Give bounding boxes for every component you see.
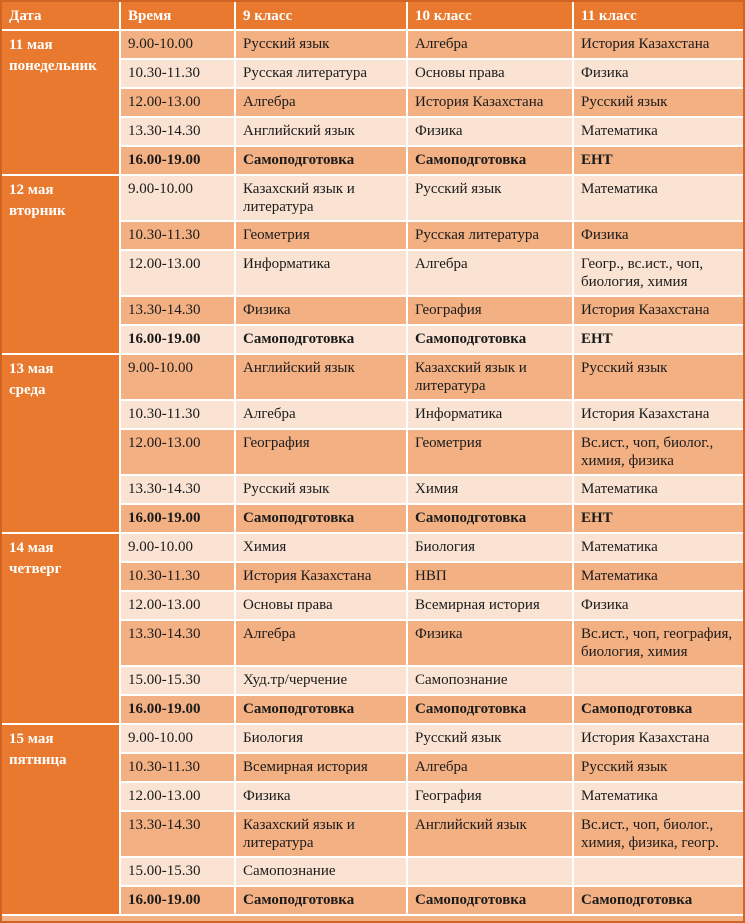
subject-cell-g10: Геометрия <box>407 429 573 475</box>
timetable-body <box>2 30 743 921</box>
subject-cell-g11: Математика <box>573 117 743 146</box>
time-cell: 15.00-15.30 <box>120 666 235 695</box>
subject-cell-g11: ЕНТ <box>573 146 743 175</box>
subject-cell-g11: Вс.ист., чоп, биолог., химия, физика <box>573 429 743 475</box>
subject-cell-g10: Алгебра <box>407 753 573 782</box>
timetable-header <box>2 2 743 30</box>
subject-cell-g9: Физика <box>235 782 407 811</box>
subject-cell-g9: Всемирная история <box>235 753 407 782</box>
subject-cell-g10: Самопознание <box>407 666 573 695</box>
subject-cell-g9: Геометрия <box>235 221 407 250</box>
subject-cell-g11: Математика <box>573 533 743 562</box>
subject-cell-g9: География <box>235 429 407 475</box>
subject-cell-g9: Алгебра <box>235 400 407 429</box>
subject-cell-g11: Самоподготовка <box>573 695 743 724</box>
subject-cell-g11: Математика <box>573 475 743 504</box>
subject-cell-g11: Вс.ист., чоп, география, биология, химия <box>573 620 743 666</box>
subject-cell-g11: Геогр., вс.ист., чоп, биология, химия <box>573 250 743 296</box>
timetable-row <box>2 724 743 753</box>
subject-cell-g10: Русская литература <box>407 221 573 250</box>
subject-cell-g10: География <box>407 782 573 811</box>
subject-cell-g11: Физика <box>573 221 743 250</box>
timetable-row <box>2 30 743 59</box>
date-label: 11 мая <box>9 37 53 53</box>
subject-cell-g9: Английский язык <box>235 354 407 400</box>
date-cell <box>2 175 120 354</box>
time-cell: 9.00-10.00 <box>120 533 235 562</box>
time-cell: 16.00-19.00 <box>120 886 235 915</box>
subject-cell-g9: История Казахстана <box>235 562 407 591</box>
subject-cell-g10: Физика <box>407 117 573 146</box>
subject-cell-g9: Русский язык <box>235 30 407 59</box>
date-cell <box>2 724 120 915</box>
subject-cell-g11 <box>573 666 743 695</box>
subject-cell-g9: Самоподготовка <box>235 325 407 354</box>
subject-cell-g10: Физика <box>407 620 573 666</box>
time-cell: 9.00-10.00 <box>120 175 235 221</box>
subject-cell-g9: Основы права <box>235 591 407 620</box>
subject-cell-g10: Самоподготовка <box>407 504 573 533</box>
time-cell: 13.30-14.30 <box>120 620 235 666</box>
time-cell: 16.00-19.00 <box>120 504 235 533</box>
subject-cell-g9: Химия <box>235 533 407 562</box>
subject-cell-g10: Самоподготовка <box>407 325 573 354</box>
subject-cell-g9: Русская литература <box>235 59 407 88</box>
subject-cell-g9: Биология <box>235 724 407 753</box>
subject-cell-g11: ЕНТ <box>573 504 743 533</box>
subject-cell-g9: Алгебра <box>235 88 407 117</box>
time-cell: 16.00-19.00 <box>120 146 235 175</box>
time-cell: 12.00-13.00 <box>120 429 235 475</box>
time-cell: 13.30-14.30 <box>120 117 235 146</box>
time-cell: 15.00-15.30 <box>120 857 235 886</box>
date-label: 15 мая <box>9 731 54 747</box>
weekday-label: вторник <box>9 203 66 219</box>
subject-cell-g11: Физика <box>573 59 743 88</box>
date-cell <box>2 354 120 533</box>
subject-cell-g9: Казахский язык и литература <box>235 811 407 857</box>
subject-cell-g11: Математика <box>573 175 743 221</box>
subject-cell-g11: Математика <box>573 782 743 811</box>
subject-cell-g9: Физика <box>235 296 407 325</box>
subject-cell-g9: Худ.тр/черчение <box>235 666 407 695</box>
subject-cell-g9: Самоподготовка <box>235 146 407 175</box>
subject-cell-g11: ЕНТ <box>573 325 743 354</box>
time-cell: 10.30-11.30 <box>120 221 235 250</box>
subject-cell-g9: Русский язык <box>235 475 407 504</box>
time-cell: 10.30-11.30 <box>120 59 235 88</box>
subject-cell-g9: Самоподготовка <box>235 504 407 533</box>
subject-cell-g11: Математика <box>573 562 743 591</box>
subject-cell-g10: Английский язык <box>407 811 573 857</box>
subject-cell-g9: Казахский язык и литература <box>235 175 407 221</box>
subject-cell-g10: Алгебра <box>407 250 573 296</box>
subject-cell-g9: Самоподготовка <box>235 695 407 724</box>
col-header-time: Время <box>120 2 235 30</box>
subject-cell-g10: Самоподготовка <box>407 886 573 915</box>
time-cell: 9.00-10.00 <box>120 354 235 400</box>
subject-cell-g10: Основы права <box>407 59 573 88</box>
subject-cell-g10: Всемирная история <box>407 591 573 620</box>
subject-cell-g10: Алгебра <box>407 30 573 59</box>
timetable-row <box>2 533 743 562</box>
subject-cell-g11: Русский язык <box>573 88 743 117</box>
subject-cell-g10: Биология <box>407 533 573 562</box>
subject-cell-g10: Самоподготовка <box>407 146 573 175</box>
date-label: 12 мая <box>9 182 54 198</box>
subject-cell-g11 <box>573 857 743 886</box>
weekday-label: понедельник <box>9 58 97 74</box>
time-cell: 10.30-11.30 <box>120 562 235 591</box>
subject-cell-g11: История Казахстана <box>573 30 743 59</box>
timetable-row <box>2 354 743 400</box>
date-label: 14 мая <box>9 540 54 556</box>
subject-cell-g10: Казахский язык и литература <box>407 354 573 400</box>
col-header-date: Дата <box>2 2 120 30</box>
subject-cell-g11: История Казахстана <box>573 724 743 753</box>
weekday-label: четверг <box>9 561 62 577</box>
cut-off-cell <box>2 915 743 921</box>
subject-cell-g11: История Казахстана <box>573 400 743 429</box>
date-cell <box>2 30 120 175</box>
subject-cell-g10: Русский язык <box>407 175 573 221</box>
time-cell: 13.30-14.30 <box>120 296 235 325</box>
subject-cell-g10: География <box>407 296 573 325</box>
time-cell: 10.30-11.30 <box>120 753 235 782</box>
subject-cell-g10: Самоподготовка <box>407 695 573 724</box>
time-cell: 12.00-13.00 <box>120 250 235 296</box>
time-cell: 12.00-13.00 <box>120 782 235 811</box>
date-label: 13 мая <box>9 361 54 377</box>
time-cell: 9.00-10.00 <box>120 724 235 753</box>
header-row <box>2 2 743 30</box>
subject-cell-g9: Информатика <box>235 250 407 296</box>
time-cell: 13.30-14.30 <box>120 811 235 857</box>
time-cell: 16.00-19.00 <box>120 325 235 354</box>
time-cell: 12.00-13.00 <box>120 88 235 117</box>
time-cell: 12.00-13.00 <box>120 591 235 620</box>
subject-cell-g9: Самопознание <box>235 857 407 886</box>
col-header-grade10: 10 класс <box>407 2 573 30</box>
time-cell: 10.30-11.30 <box>120 400 235 429</box>
subject-cell-g11: Вс.ист., чоп, биолог., химия, физика, геогр. <box>573 811 743 857</box>
weekday-label: среда <box>9 382 46 398</box>
subject-cell-g10: История Казахстана <box>407 88 573 117</box>
subject-cell-g9: Самоподготовка <box>235 886 407 915</box>
col-header-grade9: 9 класс <box>235 2 407 30</box>
weekday-label: пятница <box>9 752 67 768</box>
subject-cell-g10 <box>407 857 573 886</box>
subject-cell-g10: Информатика <box>407 400 573 429</box>
subject-cell-g10: НВП <box>407 562 573 591</box>
subject-cell-g11: Русский язык <box>573 354 743 400</box>
subject-cell-g11: Физика <box>573 591 743 620</box>
time-cell: 16.00-19.00 <box>120 695 235 724</box>
subject-cell-g11: Русский язык <box>573 753 743 782</box>
timetable-row <box>2 175 743 221</box>
subject-cell-g9: Алгебра <box>235 620 407 666</box>
subject-cell-g11: История Казахстана <box>573 296 743 325</box>
time-cell: 9.00-10.00 <box>120 30 235 59</box>
cut-off-row <box>2 915 743 921</box>
date-cell <box>2 533 120 724</box>
col-header-grade11: 11 класс <box>573 2 743 30</box>
time-cell: 13.30-14.30 <box>120 475 235 504</box>
subject-cell-g10: Химия <box>407 475 573 504</box>
subject-cell-g11: Самоподготовка <box>573 886 743 915</box>
subject-cell-g9: Английский язык <box>235 117 407 146</box>
timetable <box>2 2 743 921</box>
subject-cell-g10: Русский язык <box>407 724 573 753</box>
